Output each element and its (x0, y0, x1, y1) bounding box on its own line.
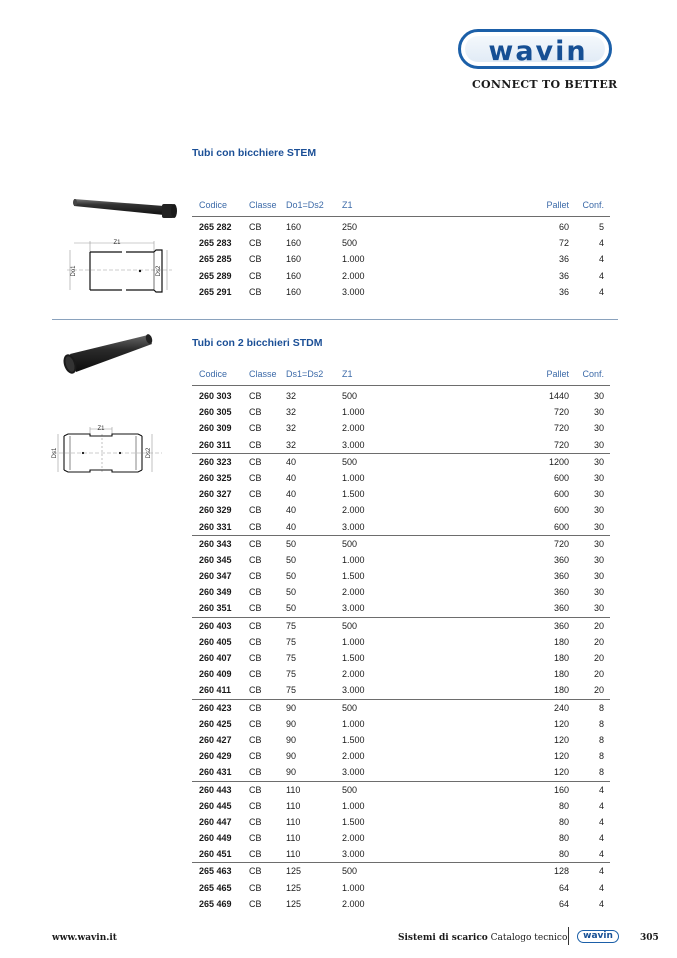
footer-wavin-logo: wavin (577, 930, 619, 943)
cell-pallet: 36 (558, 254, 569, 265)
cell-pallet: 720 (553, 439, 569, 450)
cell-code: 260 429 (199, 751, 232, 762)
cell-dimension: 40 (286, 521, 297, 532)
cell-z1: 3.000 (342, 767, 365, 778)
cell-z1: 250 (342, 222, 358, 232)
table-row (192, 732, 610, 748)
cell-pallet: 160 (553, 784, 569, 795)
cell-classe: CB (249, 423, 262, 434)
table-row (192, 830, 610, 846)
stdm-pipe-photo (60, 332, 155, 377)
cell-z1: 3.000 (342, 286, 365, 297)
section-title-stem: Tubi con bicchiere STEM (192, 147, 317, 159)
cell-classe: CB (249, 800, 262, 811)
table-row (192, 584, 610, 600)
table-row (192, 552, 610, 568)
cell-conf: 30 (593, 505, 604, 516)
wavin-logo (458, 29, 616, 75)
svg-text:Do1: Do1 (71, 265, 77, 277)
cell-dimension: 90 (286, 702, 297, 713)
cell-classe: CB (249, 254, 262, 265)
table-row (192, 519, 610, 536)
cell-pallet: 180 (553, 636, 569, 647)
cell-pallet: 64 (558, 898, 569, 909)
svg-text:Z1: Z1 (113, 240, 121, 246)
table-row (192, 863, 610, 879)
col-dimension: Ds1=Ds2 (286, 369, 324, 379)
cell-conf: 30 (593, 391, 604, 401)
cell-code: 260 411 (199, 685, 232, 696)
cell-dimension: 75 (286, 685, 297, 696)
cell-pallet: 80 (558, 833, 569, 844)
cell-code: 260 403 (199, 620, 232, 631)
col-conf: Conf. (582, 369, 604, 379)
cell-code: 260 409 (199, 669, 232, 680)
cell-dimension: 32 (286, 407, 297, 418)
stdm-diagram (50, 424, 170, 479)
cell-dimension: 125 (286, 866, 302, 877)
cell-pallet: 60 (558, 222, 569, 232)
svg-text:Ds1: Ds1 (52, 447, 58, 459)
cell-code: 260 329 (199, 505, 232, 516)
cell-classe: CB (249, 767, 262, 778)
cell-code: 260 407 (199, 653, 232, 663)
logo-text: wavin (488, 36, 588, 67)
table-row (192, 650, 610, 666)
cell-z1: 1.000 (342, 554, 365, 565)
cell-classe: CB (249, 620, 262, 631)
cell-classe: CB (249, 718, 262, 729)
cell-code: 265 463 (199, 866, 232, 877)
svg-text:Ds2: Ds2 (156, 265, 162, 277)
cell-code: 260 327 (199, 489, 232, 500)
cell-dimension: 125 (286, 882, 302, 893)
cell-pallet: 180 (553, 653, 569, 663)
footer-separator (568, 927, 569, 945)
cell-dimension: 75 (286, 669, 297, 680)
cell-dimension: 110 (286, 833, 301, 844)
stem-diagram (64, 238, 179, 303)
cell-code: 260 309 (199, 423, 232, 434)
cell-dimension: 40 (286, 489, 297, 500)
cell-dimension: 32 (286, 391, 297, 401)
cell-dimension: 110 (286, 784, 301, 795)
cell-classe: CB (249, 784, 262, 795)
cell-classe: CB (249, 653, 262, 663)
cell-classe: CB (249, 833, 262, 844)
cell-z1: 3.000 (342, 439, 365, 450)
cell-code: 260 425 (199, 718, 232, 729)
cell-z1: 2.000 (342, 833, 365, 844)
table-row (192, 219, 610, 235)
cell-conf: 30 (593, 489, 604, 500)
cell-classe: CB (249, 538, 262, 549)
cell-z1: 500 (342, 538, 358, 549)
cell-conf: 30 (593, 472, 604, 483)
cell-conf: 30 (593, 571, 604, 582)
svg-text:Ds2: Ds2 (146, 447, 152, 459)
cell-code: 260 449 (199, 833, 232, 844)
cell-code: 265 285 (199, 254, 232, 265)
table-row (192, 486, 610, 502)
cell-dimension: 160 (286, 238, 302, 249)
cell-classe: CB (249, 554, 262, 565)
cell-pallet: 240 (553, 702, 569, 713)
cell-conf: 30 (593, 554, 604, 565)
table-row (192, 600, 610, 617)
cell-dimension: 40 (286, 472, 297, 483)
cell-code: 260 325 (199, 472, 232, 483)
cell-dimension: 90 (286, 751, 297, 762)
table-row (192, 284, 610, 300)
cell-z1: 1.000 (342, 407, 365, 418)
cell-code: 260 303 (199, 391, 232, 401)
cell-code: 260 345 (199, 554, 232, 565)
table-row (192, 470, 610, 486)
stdm-table (192, 363, 610, 912)
cell-classe: CB (249, 222, 262, 232)
table-row (192, 716, 610, 732)
cell-pallet: 600 (553, 505, 569, 516)
cell-classe: CB (249, 521, 262, 532)
col-codice: Codice (199, 369, 228, 379)
cell-conf: 4 (598, 849, 604, 860)
cell-classe: CB (249, 439, 262, 450)
cell-dimension: 160 (286, 286, 302, 297)
table-row (192, 568, 610, 584)
cell-classe: CB (249, 286, 262, 297)
cell-conf: 4 (598, 833, 604, 844)
cell-z1: 2.000 (342, 751, 365, 762)
cell-classe: CB (249, 587, 262, 598)
cell-z1: 1.000 (342, 472, 365, 483)
cell-code: 260 347 (199, 571, 232, 582)
cell-pallet: 600 (553, 472, 569, 483)
cell-conf: 4 (598, 866, 604, 877)
table-row (192, 814, 610, 830)
table-row (192, 782, 610, 798)
cell-dimension: 110 (286, 849, 301, 860)
cell-z1: 500 (342, 238, 358, 249)
cell-pallet: 1200 (548, 456, 569, 467)
cell-classe: CB (249, 238, 262, 249)
cell-dimension: 50 (286, 554, 297, 565)
section-title-stdm: Tubi con 2 bicchieri STDM (192, 337, 323, 349)
cell-pallet: 720 (553, 423, 569, 434)
cell-z1: 2.000 (342, 423, 365, 434)
cell-classe: CB (249, 751, 262, 762)
cell-classe: CB (249, 505, 262, 516)
table-row (192, 268, 610, 284)
col-conf: Conf. (582, 200, 604, 210)
cell-pallet: 80 (558, 849, 569, 860)
cell-classe: CB (249, 472, 262, 483)
stem-pipe-photo (72, 195, 182, 220)
cell-z1: 1.000 (342, 718, 365, 729)
table-row (192, 536, 610, 552)
cell-z1: 3.000 (342, 685, 365, 696)
table-row (192, 420, 610, 436)
cell-conf: 4 (598, 270, 604, 281)
cell-classe: CB (249, 603, 262, 614)
cell-z1: 500 (342, 456, 358, 467)
cell-dimension: 160 (286, 254, 302, 265)
table-row (192, 846, 610, 863)
cell-dimension: 125 (286, 898, 302, 909)
cell-pallet: 600 (553, 489, 569, 500)
table-header (192, 363, 610, 386)
cell-code: 260 443 (199, 784, 232, 795)
cell-pallet: 80 (558, 800, 569, 811)
cell-z1: 3.000 (342, 603, 365, 614)
cell-conf: 4 (598, 898, 604, 909)
cell-conf: 8 (598, 702, 604, 713)
cell-pallet: 36 (558, 270, 569, 281)
cell-z1: 1.500 (342, 489, 365, 500)
cell-z1: 3.000 (342, 849, 365, 860)
cell-dimension: 160 (286, 222, 302, 232)
table-row (192, 682, 610, 699)
table-row (192, 404, 610, 420)
cell-conf: 5 (598, 222, 604, 232)
cell-conf: 4 (598, 882, 604, 893)
table-row (192, 880, 610, 896)
cell-dimension: 90 (286, 767, 297, 778)
cell-code: 260 351 (199, 603, 232, 614)
col-pallet: Pallet (546, 369, 569, 379)
col-codice: Codice (199, 200, 228, 210)
cell-conf: 20 (593, 653, 604, 663)
cell-conf: 20 (593, 685, 604, 696)
cell-z1: 2.000 (342, 898, 365, 909)
cell-pallet: 80 (558, 816, 569, 827)
cell-classe: CB (249, 702, 262, 713)
cell-classe: CB (249, 669, 262, 680)
cell-conf: 4 (598, 816, 604, 827)
cell-pallet: 120 (553, 767, 569, 778)
cell-conf: 8 (598, 734, 604, 745)
cell-dimension: 32 (286, 423, 297, 434)
cell-z1: 500 (342, 784, 358, 795)
table-row (192, 388, 610, 404)
cell-pallet: 360 (553, 554, 569, 565)
cell-z1: 1.500 (342, 816, 365, 827)
cell-dimension: 50 (286, 603, 297, 614)
cell-z1: 1.000 (342, 800, 365, 811)
cell-code: 265 465 (199, 882, 232, 893)
table-row (192, 454, 610, 470)
cell-dimension: 110 (286, 800, 301, 811)
cell-classe: CB (249, 685, 262, 696)
cell-z1: 2.000 (342, 669, 365, 680)
cell-code: 260 445 (199, 800, 232, 811)
cell-pallet: 360 (553, 620, 569, 631)
table-row (192, 764, 610, 781)
cell-code: 260 405 (199, 636, 232, 647)
cell-dimension: 50 (286, 587, 297, 598)
cell-conf: 4 (598, 784, 604, 795)
cell-z1: 2.000 (342, 587, 365, 598)
cell-classe: CB (249, 816, 262, 827)
cell-pallet: 128 (553, 866, 569, 877)
table-row (192, 798, 610, 814)
cell-dimension: 50 (286, 571, 297, 582)
table-row (192, 251, 610, 267)
cell-dimension: 50 (286, 538, 297, 549)
cell-classe: CB (249, 849, 262, 860)
cell-code: 260 451 (199, 849, 232, 860)
cell-code: 265 283 (199, 238, 232, 249)
cell-dimension: 40 (286, 456, 297, 467)
brand-tagline: CONNECT TO BETTER (472, 78, 618, 91)
cell-classe: CB (249, 636, 262, 647)
footer-catalog-title: Sistemi di scarico Catalogo tecnico (398, 933, 568, 943)
cell-dimension: 90 (286, 718, 297, 729)
cell-dimension: 40 (286, 505, 297, 516)
cell-conf: 4 (598, 254, 604, 265)
table-row (192, 235, 610, 251)
cell-pallet: 64 (558, 882, 569, 893)
cell-conf: 4 (598, 238, 604, 249)
cell-code: 260 331 (199, 521, 232, 532)
cell-classe: CB (249, 270, 262, 281)
cell-pallet: 36 (558, 286, 569, 297)
cell-code: 260 447 (199, 816, 232, 827)
cell-pallet: 600 (553, 521, 569, 532)
section-divider (52, 319, 618, 320)
table-row (192, 748, 610, 764)
col-z1: Z1 (342, 200, 353, 210)
cell-z1: 1.000 (342, 882, 365, 893)
cell-z1: 3.000 (342, 521, 365, 532)
cell-code: 260 343 (199, 538, 232, 549)
cell-classe: CB (249, 391, 262, 401)
cell-dimension: 75 (286, 620, 297, 631)
cell-pallet: 360 (553, 603, 569, 614)
table-row (192, 666, 610, 682)
logo-pill-shape (458, 29, 612, 69)
cell-z1: 1.500 (342, 571, 365, 582)
col-z1: Z1 (342, 369, 353, 379)
cell-pallet: 180 (553, 669, 569, 680)
cell-z1: 1.500 (342, 653, 365, 663)
cell-pallet: 360 (553, 587, 569, 598)
cell-pallet: 120 (553, 734, 569, 745)
cell-code: 260 423 (199, 702, 232, 713)
cell-dimension: 110 (286, 816, 301, 827)
cell-z1: 2.000 (342, 270, 365, 281)
cell-conf: 20 (593, 669, 604, 680)
cell-pallet: 180 (553, 685, 569, 696)
table-row (192, 618, 610, 634)
cell-code: 260 431 (199, 767, 232, 778)
cell-pallet: 1440 (548, 391, 569, 401)
cell-z1: 1.500 (342, 734, 365, 745)
cell-classe: CB (249, 866, 262, 877)
cell-dimension: 90 (286, 734, 297, 745)
cell-code: 265 469 (199, 898, 232, 909)
cell-pallet: 720 (553, 407, 569, 418)
table-header (192, 194, 610, 217)
cell-pallet: 720 (553, 538, 569, 549)
cell-dimension: 32 (286, 439, 297, 450)
col-classe: Classe (249, 369, 277, 379)
cell-conf: 30 (593, 456, 604, 467)
footer-url-link[interactable]: www.wavin.it (52, 933, 117, 943)
cell-z1: 500 (342, 620, 358, 631)
cell-classe: CB (249, 489, 262, 500)
cell-classe: CB (249, 407, 262, 418)
cell-z1: 1.000 (342, 636, 365, 647)
cell-dimension: 75 (286, 653, 297, 663)
cell-pallet: 120 (553, 751, 569, 762)
cell-z1: 1.000 (342, 254, 365, 265)
cell-pallet: 72 (558, 238, 569, 249)
cell-conf: 4 (598, 286, 604, 297)
cell-z1: 500 (342, 391, 358, 401)
table-row (192, 502, 610, 518)
cell-pallet: 120 (553, 718, 569, 729)
cell-code: 265 282 (199, 222, 232, 232)
table-row (192, 700, 610, 716)
stem-table (192, 194, 610, 300)
cell-classe: CB (249, 882, 262, 893)
cell-conf: 8 (598, 767, 604, 778)
cell-dimension: 160 (286, 270, 302, 281)
table-row (192, 896, 610, 912)
cell-conf: 30 (593, 538, 604, 549)
cell-conf: 8 (598, 718, 604, 729)
cell-conf: 30 (593, 521, 604, 532)
cell-conf: 4 (598, 800, 604, 811)
cell-conf: 30 (593, 587, 604, 598)
cell-pallet: 360 (553, 571, 569, 582)
cell-code: 265 291 (199, 286, 232, 297)
col-dimension: Do1=Ds2 (286, 200, 324, 210)
cell-z1: 500 (342, 702, 358, 713)
cell-dimension: 75 (286, 636, 297, 647)
cell-code: 260 427 (199, 734, 232, 745)
cell-conf: 8 (598, 751, 604, 762)
svg-text:Z1: Z1 (97, 426, 105, 432)
col-classe: Classe (249, 200, 277, 210)
cell-code: 260 323 (199, 456, 232, 467)
cell-code: 260 311 (199, 439, 232, 450)
cell-conf: 30 (593, 439, 604, 450)
cell-z1: 2.000 (342, 505, 365, 516)
cell-conf: 20 (593, 636, 604, 647)
table-row (192, 437, 610, 454)
page-number: 305 (640, 933, 659, 943)
cell-classe: CB (249, 456, 262, 467)
cell-conf: 30 (593, 603, 604, 614)
cell-classe: CB (249, 571, 262, 582)
cell-conf: 30 (593, 423, 604, 434)
cell-classe: CB (249, 898, 262, 909)
table-row (192, 634, 610, 650)
cell-code: 260 349 (199, 587, 232, 598)
cell-code: 260 305 (199, 407, 232, 418)
cell-conf: 30 (593, 407, 604, 418)
cell-conf: 20 (593, 620, 604, 631)
cell-classe: CB (249, 734, 262, 745)
col-pallet: Pallet (546, 200, 569, 210)
cell-code: 265 289 (199, 270, 232, 281)
cell-z1: 500 (342, 866, 358, 877)
